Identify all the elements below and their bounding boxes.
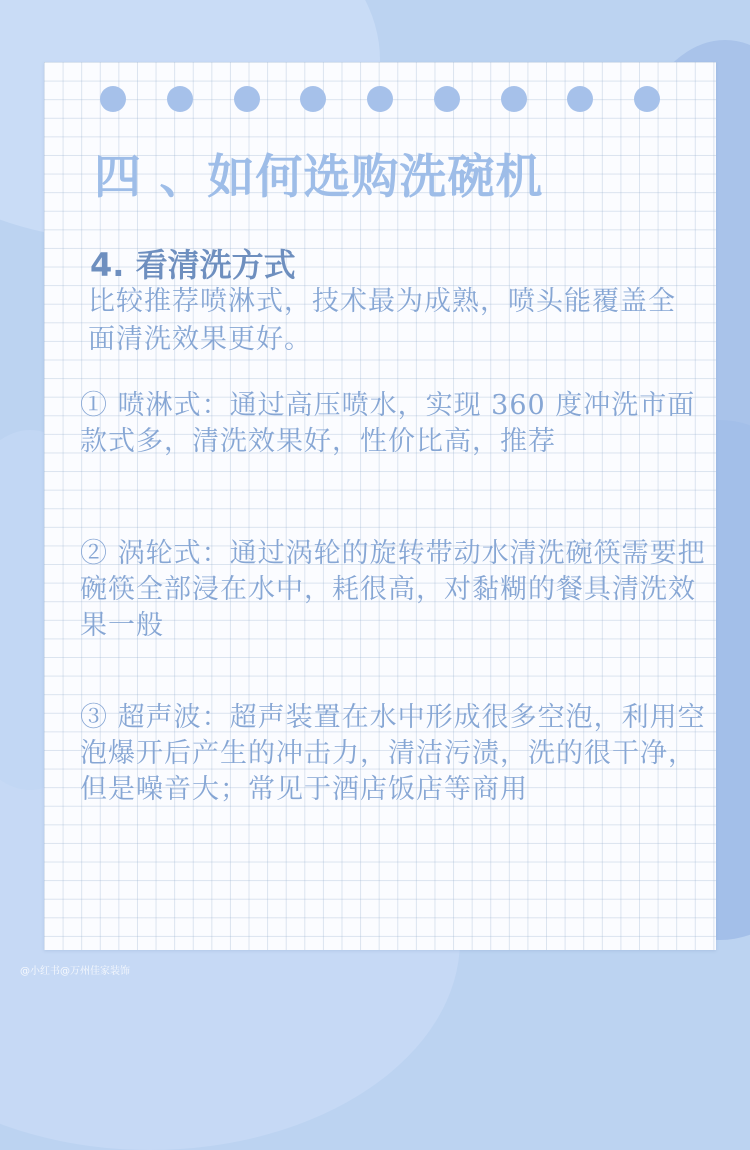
list-item: ③ 超声波：超声装置在水中形成很多空泡，利用空泡爆开后产生的冲击力，清洁污渍，洗的很干净，但是噪音大；常见于酒店饭店等商用 — [80, 702, 706, 805]
page-title: 四 、如何选购洗碗机 — [94, 150, 544, 205]
binder-hole — [367, 86, 393, 112]
binder-hole — [300, 86, 326, 112]
list-item: ① 喷淋式：通过高压喷水，实现 360 度冲洗市面款式多，清洗效果好，性价比高，推荐 — [80, 390, 696, 457]
binder-holes — [100, 86, 660, 112]
binder-hole — [234, 86, 260, 112]
binder-hole — [634, 86, 660, 112]
binder-hole — [434, 86, 460, 112]
intro-paragraph: 比较推荐喷淋式，技术最为成熟，喷头能覆盖全面清洗效果更好。 — [88, 286, 676, 355]
section-subtitle: 4. 看清洗方式 — [90, 246, 296, 284]
binder-hole — [100, 86, 126, 112]
binder-hole — [167, 86, 193, 112]
list-item: ② 涡轮式：通过涡轮的旋转带动水清洗碗筷需要把碗筷全部浸在水中，耗很高，对黏糊的餐具清洗效果一般 — [80, 538, 706, 641]
binder-hole — [501, 86, 527, 112]
watermark: @小红书@万州佳家装饰 — [20, 966, 130, 977]
binder-hole — [567, 86, 593, 112]
